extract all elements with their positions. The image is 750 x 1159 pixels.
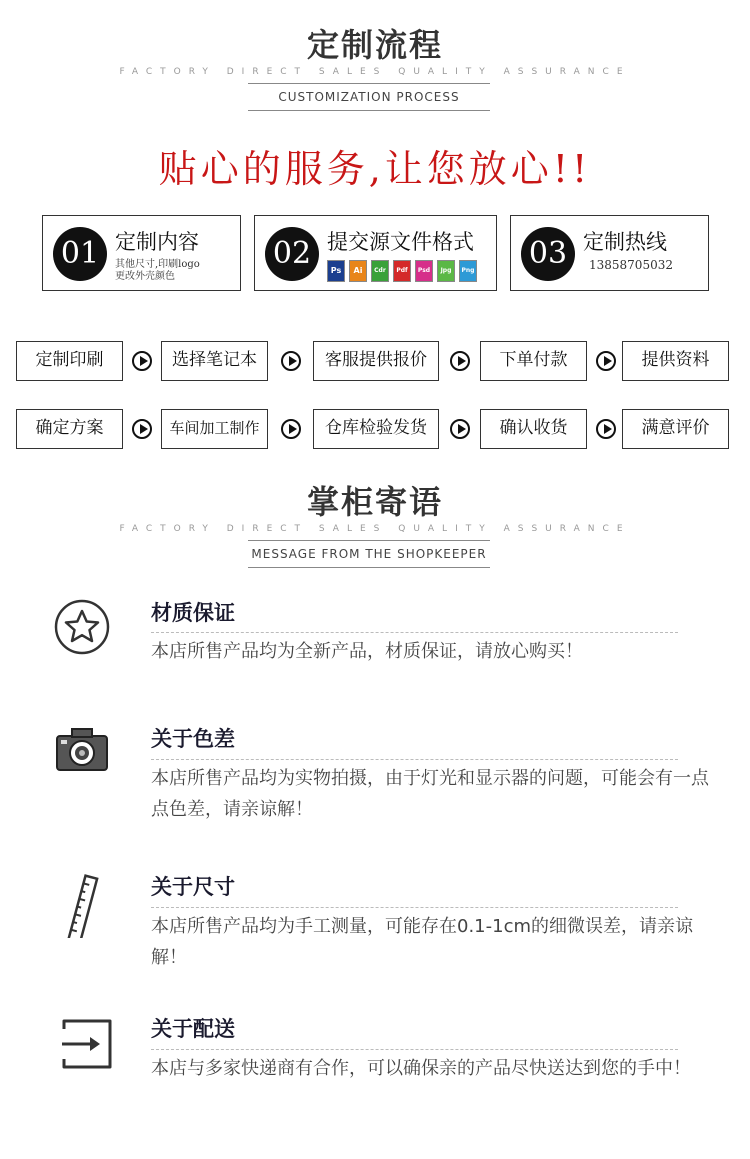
camera-icon: [50, 720, 114, 784]
note-divider: [151, 907, 678, 908]
note-title-delivery: 关于配送: [151, 1017, 235, 1041]
hotline-phone: 13858705032: [589, 258, 673, 272]
note-title-material: 材质保证: [151, 601, 235, 625]
note-text-delivery: 本店与多家快递商有合作，可以确保亲的产品尽快送达到您的手中！: [151, 1058, 691, 1079]
note-divider: [151, 632, 678, 633]
step-card-file-format: [254, 215, 497, 291]
psd-file-icon: Psd: [415, 260, 433, 282]
flow-step-choose-notebook: 选择笔记本: [161, 341, 268, 381]
png-file-icon: Png: [459, 260, 477, 282]
step-number: 02: [265, 227, 319, 281]
arrow-right-icon: [596, 419, 616, 439]
arrow-right-icon: [281, 419, 301, 439]
step-number: 03: [521, 227, 575, 281]
note-text-material: 本店所售产品均为全新产品，材质保证，请放心购买！: [151, 641, 583, 662]
shopkeeper-section-title: 掌柜寄语: [306, 483, 443, 521]
process-section-tag: CUSTOMIZATION PROCESS: [248, 83, 490, 111]
shopkeeper-section-subtitle: FACTORY DIRECT SALES QUALITY ASSURANCE: [119, 524, 631, 534]
step-title: 提交源文件格式: [327, 230, 474, 254]
slogan: 贴心的服务,让您放心!!: [158, 147, 592, 191]
arrow-right-icon: [450, 351, 470, 371]
file-format-icons: [327, 260, 477, 282]
flow-step-provide-files: 提供资料: [622, 341, 729, 381]
step-card-content: [42, 215, 241, 291]
ai-file-icon: Ai: [349, 260, 367, 282]
note-title-color: 关于色差: [151, 727, 235, 751]
step-sub-line1: 其他尺寸,印刷logo: [115, 259, 200, 270]
arrow-right-icon: [132, 351, 152, 371]
shopkeeper-section-tag: MESSAGE FROM THE SHOPKEEPER: [248, 540, 490, 568]
flow-step-receive: 确认收货: [480, 409, 587, 449]
delivery-arrow-icon: [50, 1011, 114, 1075]
step-sub-line2: 更改外壳颜色: [115, 271, 175, 282]
flow-step-quote: 客服提供报价: [313, 341, 439, 381]
cdr-file-icon: Cdr: [371, 260, 389, 282]
arrow-right-icon: [596, 351, 616, 371]
process-section-subtitle: FACTORY DIRECT SALES QUALITY ASSURANCE: [119, 67, 631, 77]
jpg-file-icon: Jpg: [437, 260, 455, 282]
flow-step-print: 定制印刷: [16, 341, 123, 381]
note-text-size: 本店所售产品均为手工测量，可能存在0.1-1cm的细微误差，请亲谅解！: [151, 916, 694, 968]
step-card-hotline: [510, 215, 709, 291]
ps-file-icon: Ps: [327, 260, 345, 282]
flow-step-pay: 下单付款: [480, 341, 587, 381]
flow-step-ship: 仓库检验发货: [313, 409, 439, 449]
note-divider: [151, 1049, 678, 1050]
arrow-right-icon: [450, 419, 470, 439]
arrow-right-icon: [132, 419, 152, 439]
arrow-right-icon: [281, 351, 301, 371]
flow-step-confirm-plan: 确定方案: [16, 409, 123, 449]
pdf-file-icon: Pdf: [393, 260, 411, 282]
flow-step-review: 满意评价: [622, 409, 729, 449]
step-title: 定制内容: [115, 230, 199, 254]
note-title-size: 关于尺寸: [151, 875, 235, 899]
ruler-icon: [50, 874, 114, 938]
step-title: 定制热线: [583, 230, 667, 254]
note-divider: [151, 759, 678, 760]
flow-step-production: 车间加工制作: [161, 409, 268, 449]
star-badge-icon: [50, 595, 114, 659]
note-text-color: 本店所售产品均为实物拍摄，由于灯光和显示器的问题，可能会有一点点色差，请亲谅解！: [151, 768, 709, 820]
step-number: 01: [53, 227, 107, 281]
process-section-title: 定制流程: [306, 26, 443, 64]
